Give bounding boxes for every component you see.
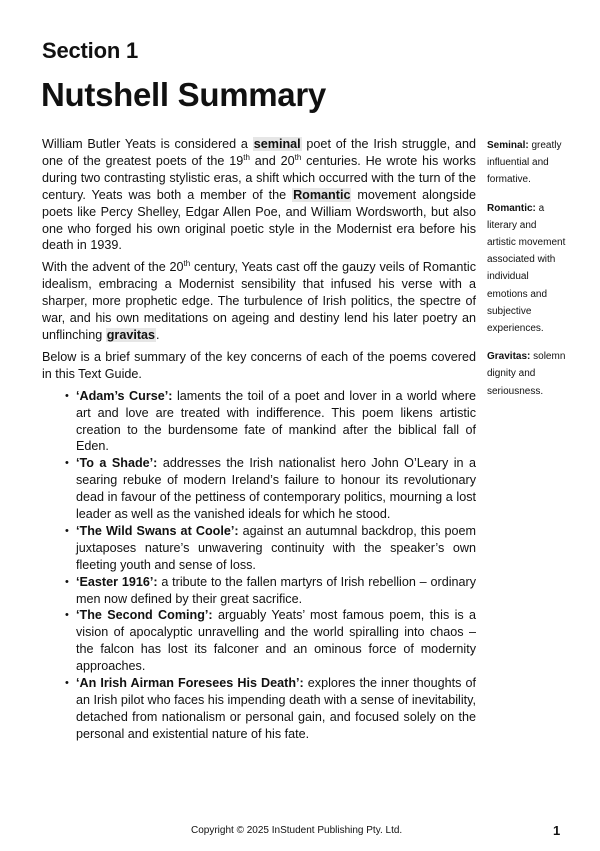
poem-title: ‘Adam’s Curse’: xyxy=(76,388,173,403)
glossary-term: Gravitas: xyxy=(487,351,531,363)
poem-item xyxy=(76,388,476,456)
intro-paragraph-1: William Butler Yeats is considered a seminal poet of the Irish struggle, and one of the greatest poets of the 19th and 20th centuries. He wrote his works during two contrasting stylistic eras, a shift which occurred with the turn of the century. Yeats was both a member of the Romantic movement alongside poets like Percy Shelley, Edgar Allen Poe, and William Wordsworth, but also one who forged his own original poetic style in the Modernist era before his death in 1939. xyxy=(42,137,476,253)
glossary-definition: a literary and artistic movement associated with individual emotions and subjective experiences. xyxy=(487,202,566,335)
poem-summary: explores the inner thoughts of an Irish pilot who faces his impending death with a sense of inevitability, detached from nationalism or personal gain, and focused solely on the personal and existential nature of his fate. xyxy=(76,676,476,741)
poem-summary: against an autumnal backdrop, this poem juxtaposes nature’s unwavering continuity with the speaker’s own fleeting youth and sense of loss. xyxy=(76,523,477,572)
poem-item xyxy=(76,455,476,523)
poem-title: ‘The Second Coming’: xyxy=(76,608,213,623)
poem-item xyxy=(76,607,476,675)
glossary-entry xyxy=(487,200,567,338)
poem-summary: addresses the Irish nationalist hero John O’Leary in a searing rebuke of modern Ireland’s failure to honour its revolutionary dead in favour of the pettiness of contemporary politics, mourning a lost leader as well as the vanished ideals for which he stood. xyxy=(76,456,476,522)
poem-item xyxy=(76,523,476,574)
glossary-definition: solemn dignity and seriousness. xyxy=(487,351,566,397)
glossary-term-gravitas: gravitas xyxy=(106,327,156,342)
glossary-term: Romantic: xyxy=(487,202,536,214)
glossary-entry xyxy=(487,348,567,400)
poem-title: ‘Easter 1916’: xyxy=(76,574,158,589)
page-number: 1 xyxy=(553,823,561,838)
poem-title: ‘The Wild Swans at Coole’: xyxy=(76,523,239,538)
glossary-term: Seminal: xyxy=(487,140,529,151)
poem-summary: arguably Yeats’ most famous poem, this is a vision of apocalyptic unravelling and the world spiralling into chaos – the falcon has lost its falconer and an ominous force of modernity approaches. xyxy=(76,608,476,674)
poem-title: ‘To a Shade’: xyxy=(76,456,158,471)
main-content xyxy=(42,136,476,743)
glossary-definition: greatly influential and formative. xyxy=(487,140,562,186)
glossary-term-romantic: Romantic xyxy=(293,187,351,202)
section-label: Section 1 xyxy=(42,38,139,63)
copyright-notice: Copyright © 2025 InStudent Publishing Pty. Ltd. xyxy=(191,825,403,836)
glossary-term-seminal: seminal xyxy=(253,137,301,151)
glossary-sidebar xyxy=(487,137,567,411)
glossary-entry xyxy=(487,137,567,189)
poem-item xyxy=(76,675,476,743)
poem-summary: a tribute to the fallen martyrs of Irish rebellion – ordinary men now defined by their great sacrifice. xyxy=(76,574,476,606)
intro-paragraph-2: With the advent of the 20th century, Yeats cast off the gauzy veils of Romantic idealism, embracing a Modernist sensibility that infused his verse with a sharper, more prophetic edge. The turbulence of Irish politics, the spectre of war, and his own meditations on ageing and destiny lend his later poetry an unflinching gravitas. xyxy=(42,259,476,342)
page-title: Nutshell Summary xyxy=(41,76,326,113)
poem-list xyxy=(42,388,476,743)
poem-title: ‘An Irish Airman Foresees His Death’: xyxy=(76,676,304,691)
intro-paragraph-3: Below is a brief summary of the key concerns of each of the poems covered in this Text Guide. xyxy=(42,349,476,381)
poem-item xyxy=(76,574,476,608)
poem-summary: laments the toil of a poet and lover in a world where art and love are treated with indifference. This poem likens artistic creation to the burdensome fate of mankind after the biblical fall of Eden. xyxy=(76,388,477,454)
